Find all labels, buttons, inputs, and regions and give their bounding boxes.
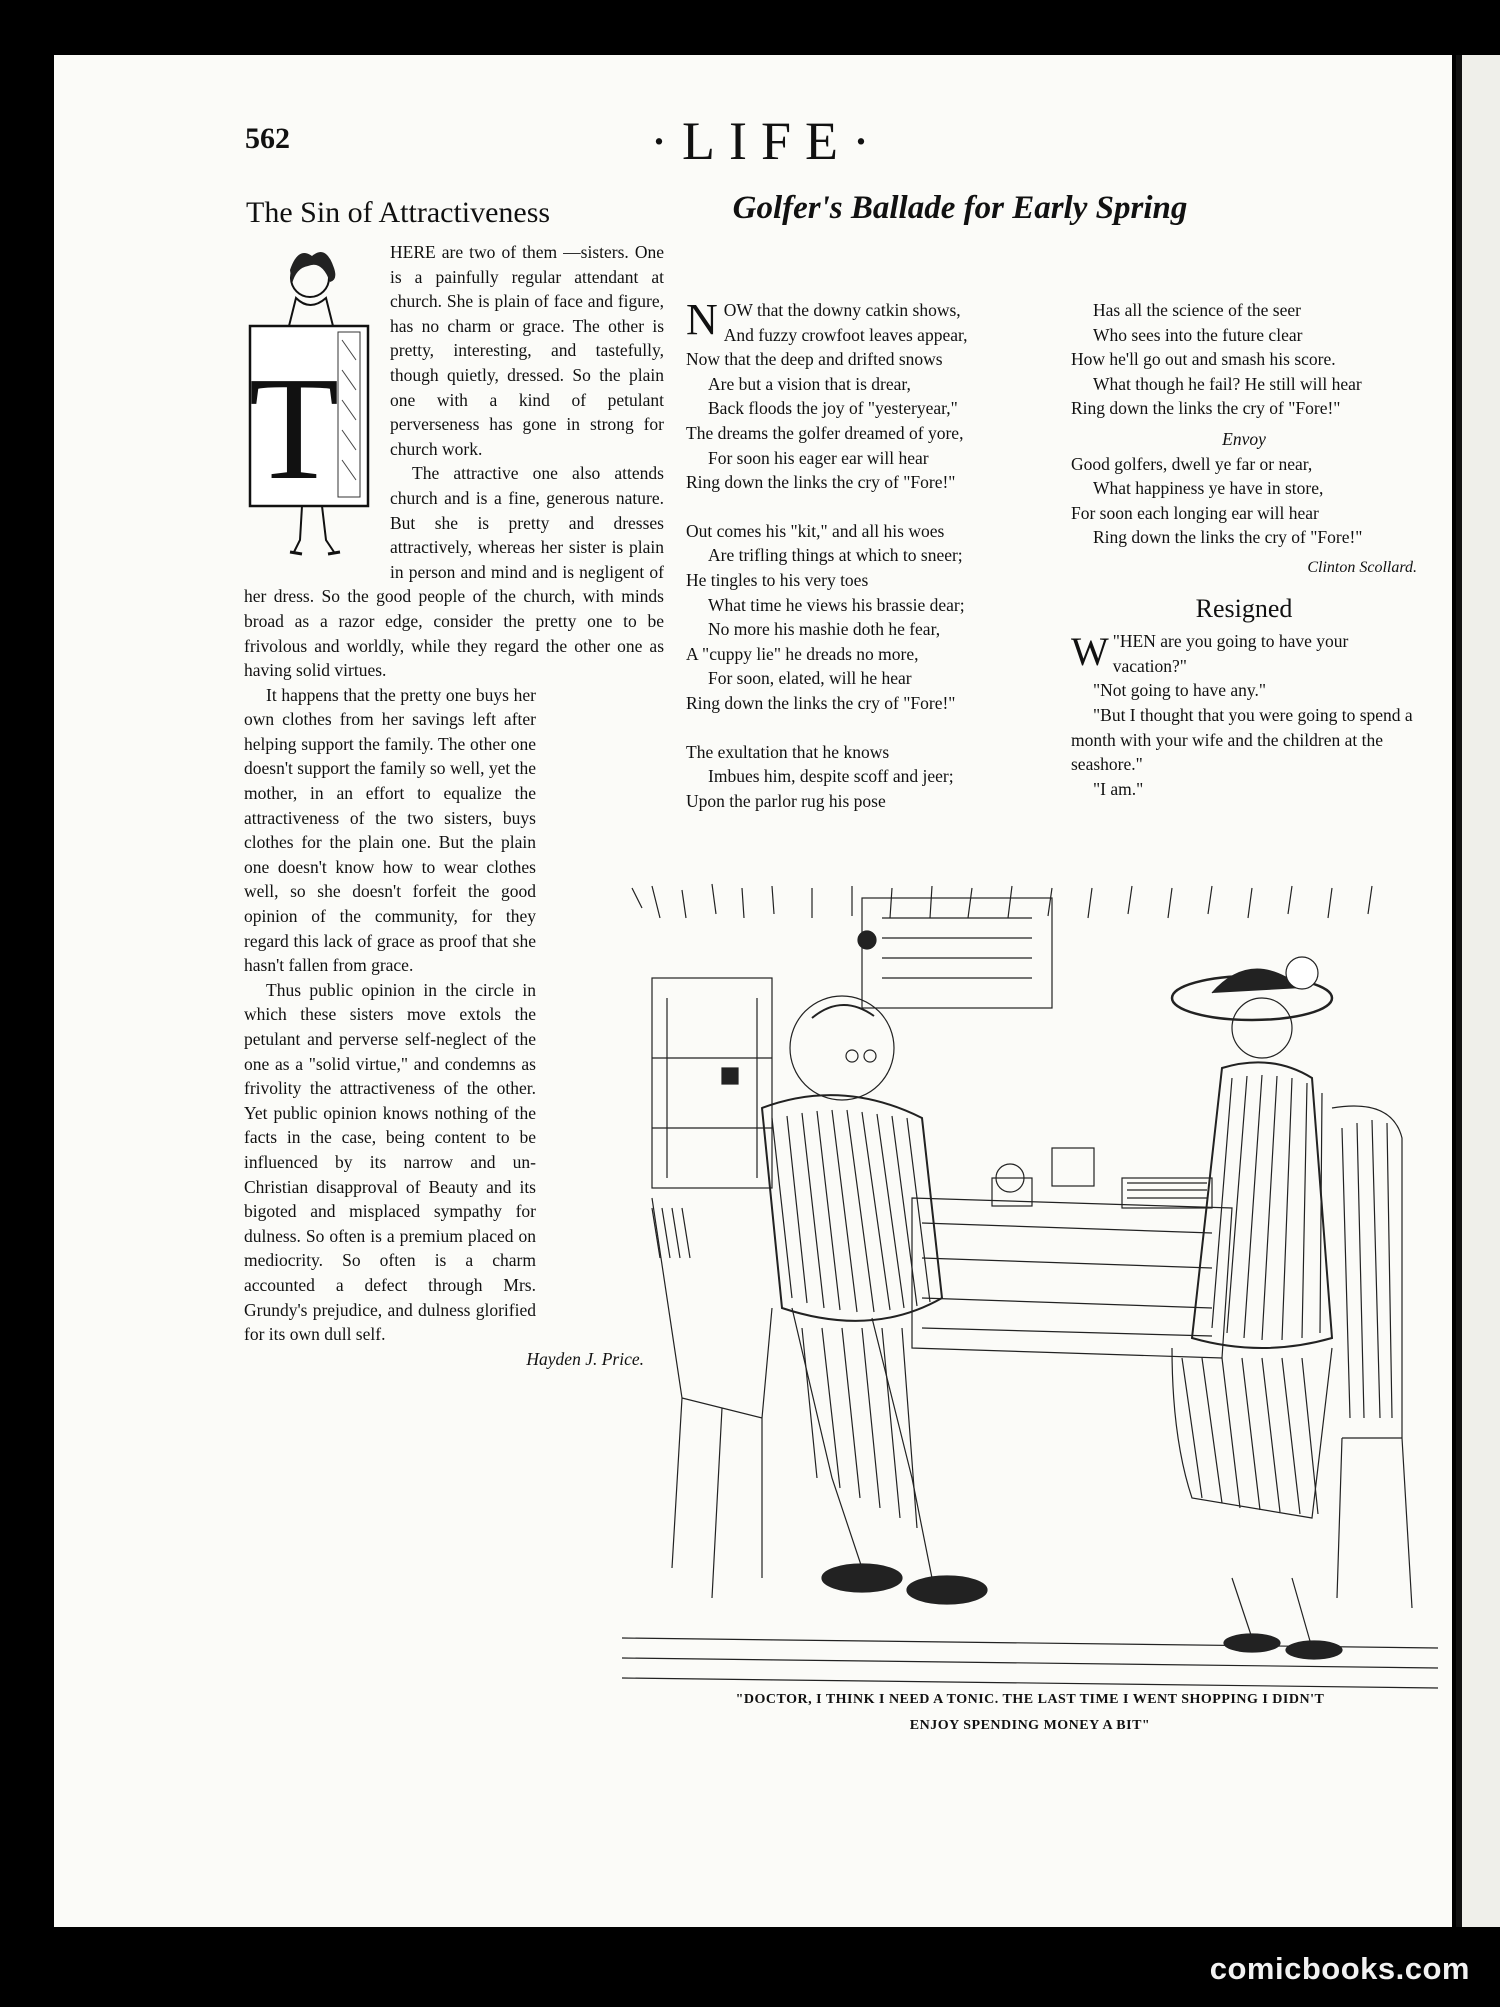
illustration-caption — [690, 1687, 1370, 1739]
poem-line: What happiness ye have in store, — [1093, 478, 1324, 499]
poem-line: OW that the downy catkin shows, — [723, 300, 961, 320]
poem-author: Clinton Scollard. — [1307, 558, 1417, 576]
poem-dropcap: N — [686, 295, 718, 344]
article-column — [244, 240, 664, 1371]
poem-line: A "cuppy lie" he dreads no more, — [686, 643, 919, 664]
dialogue-line: "Not going to have any." — [1093, 680, 1267, 701]
cartoon-illustration — [612, 878, 1448, 1718]
poem-column — [686, 295, 1048, 813]
poem-line: Back floods the joy of "yesteryear," — [708, 398, 958, 419]
poem-line: Now that the deep and drifted snows — [686, 349, 943, 370]
dialogue-line: HEN are you going to have your vacation?" — [1112, 631, 1349, 676]
poem-title: Golfer's Ballade for Early Spring — [732, 190, 1188, 226]
page-number: 562 — [245, 122, 290, 155]
caption-line: ENJOY SPENDING MONEY A BIT" — [909, 1718, 1151, 1733]
envoy-label: Envoy — [1222, 428, 1266, 449]
poem-line: Ring down the links the cry of "Fore!" — [686, 472, 956, 493]
resigned-dropcap: W — [1071, 629, 1109, 675]
poem-line: For soon, elated, will he hear — [708, 668, 912, 689]
poem-line: No more his mashie doth he fear, — [708, 619, 941, 640]
watermark: comicbooks.com — [1209, 1951, 1470, 1986]
dropcap-figure-illustration — [242, 240, 380, 560]
right-column — [1071, 298, 1417, 801]
dropcap-t: T — [248, 347, 340, 511]
article-paragraph: Thus public opinion in the circle in which these sisters move extols the petulant and perverse self-neglect of the one as a "solid virtue," and condemns as frivolity the attractiveness of the other. Yet public opinion knows nothing of the facts in the case, being content to be influenced by its narrow and un-Christian disapproval of Beauty and its bigoted and misplaced sympathy for dulness. So often is a premium placed on mediocrity. So often is a charm accounted a defect through Mrs. Grundy's prejudice, and dulness glorified for its own dull self. — [244, 979, 536, 1345]
poem-line: What though he fail? He still will hear — [1093, 373, 1362, 394]
dialogue-line: "I am." — [1093, 778, 1144, 799]
poem-line: Good golfers, dwell ye far or near, — [1071, 453, 1313, 474]
poem-line: Imbues him, despite scoff and jeer; — [708, 766, 954, 787]
article-paragraph: HERE are two of them —sisters. One is a painfully regular attendant at church. She is plain of face and figure, has no charm or grace. The other is pretty, interesting, and tastefully, though quietly, dressed. So the plain one with a kind of petulant perverseness has gone in strong for church work. — [390, 242, 664, 459]
poem-line: For soon each longing ear will hear — [1071, 502, 1319, 523]
article-author: Hayden J. Price. — [526, 1348, 644, 1369]
poem-line: Upon the parlor rug his pose — [686, 790, 886, 811]
caption-line: "DOCTOR, I THINK I NEED A TONIC. THE LAST TIME I WENT SHOPPING I DIDN'T — [735, 1692, 1325, 1707]
adjacent-page-edge — [1456, 55, 1500, 1927]
masthead: ·LIFE· — [650, 111, 884, 171]
poem-line: Are trifling things at which to sneer; — [708, 545, 963, 566]
poem-line: Has all the science of the seer — [1093, 300, 1301, 320]
resigned-title: Resigned — [1195, 593, 1293, 623]
poem-line: Ring down the links the cry of "Fore!" — [686, 692, 956, 713]
poem-line: The dreams the golfer dreamed of yore, — [686, 422, 964, 443]
poem-stanza — [686, 519, 1048, 716]
poem-line: Ring down the links the cry of "Fore!" — [1093, 527, 1363, 548]
poem-stanza — [686, 740, 1048, 814]
poem-line: What time he views his brassie dear; — [708, 594, 965, 615]
poem-line: Out comes his "kit," and all his woes — [686, 520, 945, 541]
poem-line: Who sees into the future clear — [1093, 324, 1303, 345]
open-quote: " — [1112, 631, 1120, 652]
article-paragraph: The attractive one also attends church and is a fine, generous nature. But she is pretty and dresses attractively, whereas her sister is plain in person and mind and is negligent of her dress. So the good people of the church, with minds broad as a razor edge, consider the pretty one to be frivolous and worldly, while they regard the other one as having solid virtues. — [244, 463, 664, 681]
poem-stanza — [686, 295, 1048, 495]
poem-line: How he'll go out and smash his score. — [1071, 349, 1336, 370]
poem-line: Are but a vision that is drear, — [708, 373, 911, 394]
article-paragraph: It happens that the pretty one buys her own clothes from her savings left after helping support the family. The other one doesn't support the family so well, yet the mother, in an effort to equalize the attractiveness of the two sisters, buys clothes for the plain one. But the plain one doesn't know how to wear clothes well, so she doesn't forfeit the good opinion of the community, for they regard this lack of grace as proof that she hasn't fallen from grace. — [244, 684, 536, 976]
poem-line: For soon his eager ear will hear — [708, 447, 929, 468]
poem-line: He tingles to his very toes — [686, 569, 869, 590]
article-title: The Sin of Attractiveness — [246, 196, 551, 229]
poem-line: Ring down the links the cry of "Fore!" — [1071, 398, 1341, 419]
poem-line: And fuzzy crowfoot leaves appear, — [723, 324, 968, 345]
dialogue-line: "But I thought that you were going to spend a month with your wife and the children at the seashore." — [1071, 704, 1413, 775]
poem-line: The exultation that he knows — [686, 741, 890, 762]
